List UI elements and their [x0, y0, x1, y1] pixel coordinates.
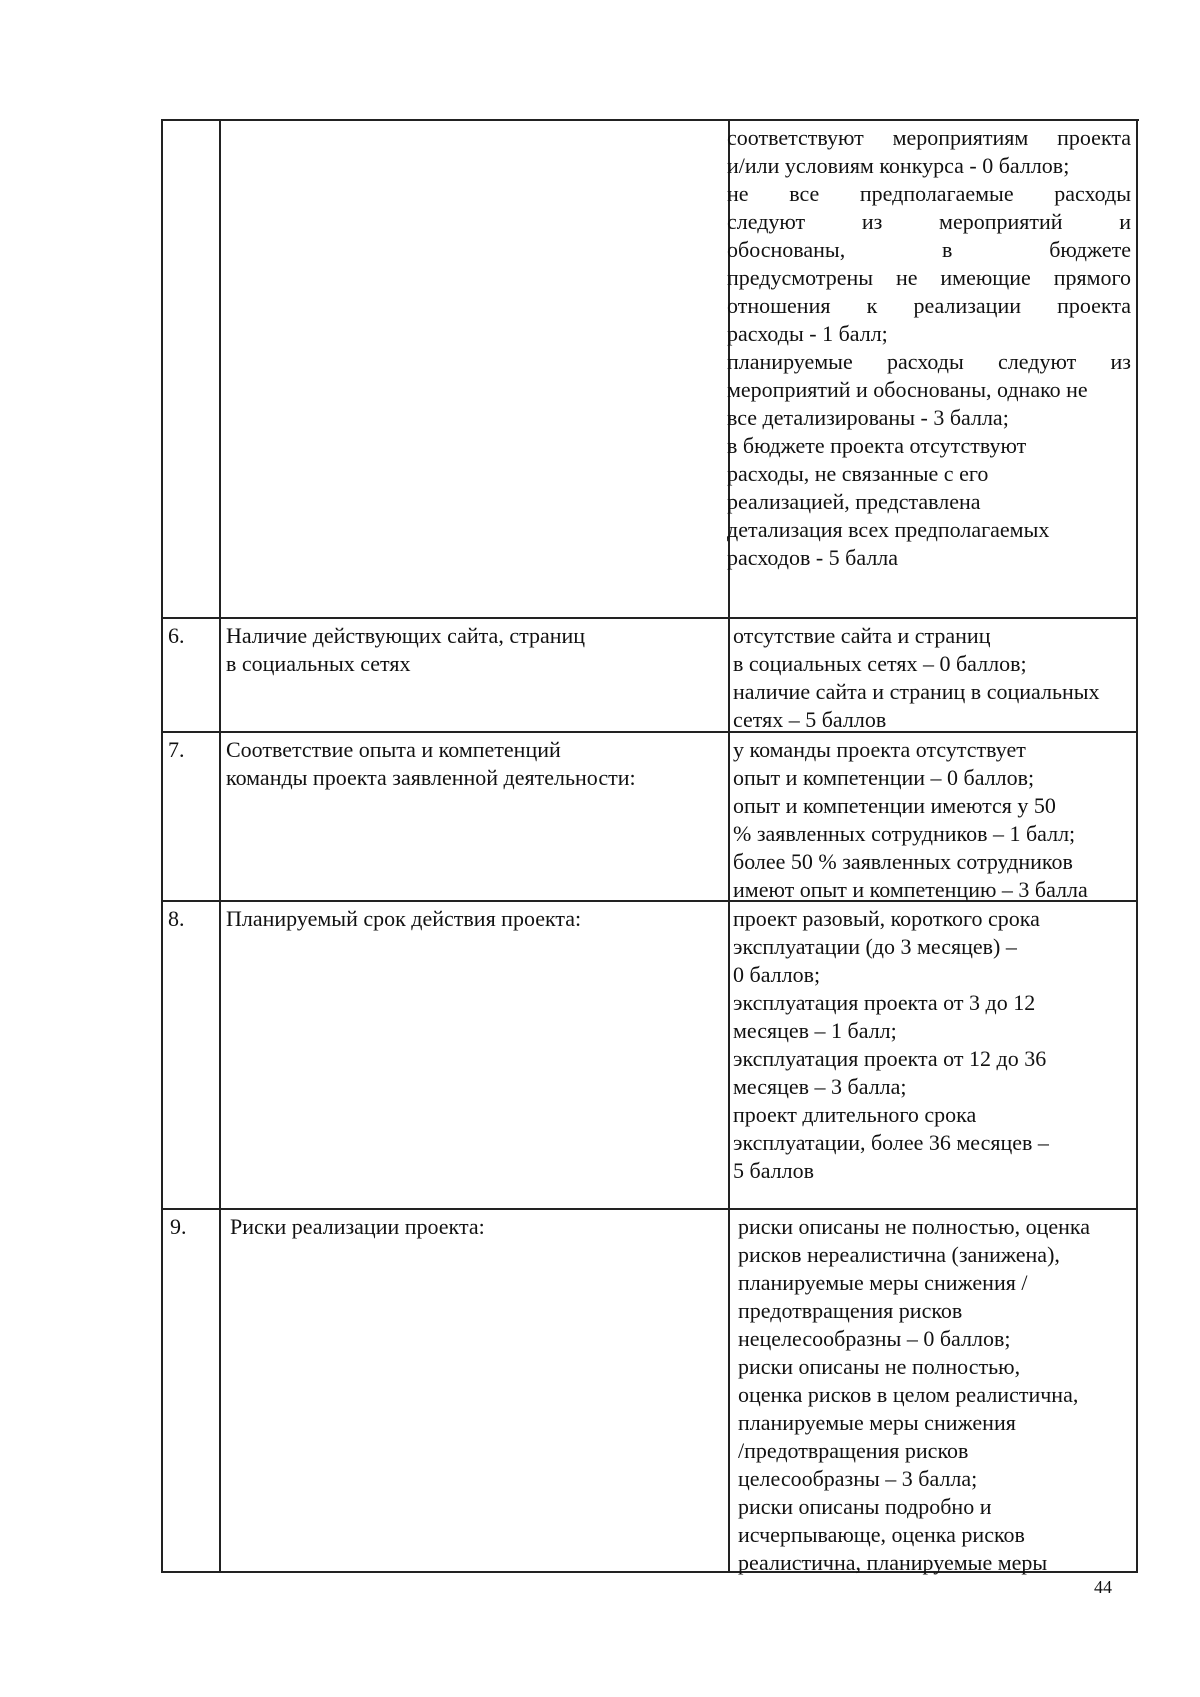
criteria-line: опыт и компетенции имеются у 50 [733, 793, 1056, 818]
row-criterion-scores [738, 1213, 1090, 1577]
criteria-line: планируемые меры снижения [738, 1410, 1016, 1435]
row-criterion-name [226, 622, 585, 678]
criteria-line: опыт и компетенции – 0 баллов; [733, 765, 1035, 790]
name-line: Наличие действующих сайта, страниц [226, 623, 586, 648]
row-criterion-scores [733, 736, 1088, 904]
criteria-line: следуют из мероприятий и [727, 209, 1131, 234]
table-border-top [161, 119, 1139, 121]
criteria-line: % заявленных сотрудников – 1 балл; [733, 821, 1076, 846]
row-number: 6. [168, 623, 185, 648]
table-divider-num [219, 119, 221, 1572]
criteria-line: эксплуатации (до 3 месяцев) – [733, 934, 1017, 959]
criteria-line: расходы, не связанные с его [727, 461, 989, 486]
row-criterion-name [226, 736, 636, 792]
criteria-line: имеют опыт и компетенцию – 3 балла [733, 877, 1088, 902]
criteria-line: обоснованы, в бюджете [727, 237, 1131, 262]
criteria-line: месяцев – 3 балла; [733, 1074, 907, 1099]
criteria-line: оценка рисков в целом реалистична, [738, 1382, 1079, 1407]
criteria-line: все детализированы - 3 балла; [727, 405, 1009, 430]
criteria-line: соответствуют мероприятиям проекта [727, 125, 1131, 150]
criteria-line: мероприятий и обоснованы, однако не [727, 377, 1088, 402]
criteria-line: рисков нереалистична (занижена), [738, 1242, 1060, 1267]
criteria-line: предусмотрены не имеющие прямого [727, 265, 1131, 290]
row-number: 7. [168, 737, 185, 762]
criteria-line: расходов - 5 балла [727, 545, 899, 570]
name-line: в социальных сетях [226, 651, 411, 676]
criteria-line: более 50 % заявленных сотрудников [733, 849, 1073, 874]
criteria-line: /предотвращения рисков [738, 1438, 969, 1463]
criteria-line: в социальных сетях – 0 баллов; [733, 651, 1027, 676]
criteria-line: эксплуатация проекта от 3 до 12 [733, 990, 1036, 1015]
criteria-line: проект разовый, короткого срока [733, 906, 1040, 931]
table-border-left [161, 119, 163, 1572]
criteria-line: отсутствие сайта и страниц [733, 623, 991, 648]
criteria-line: отношения к реализации проекта [727, 293, 1131, 318]
criteria-line: детализация всех предполагаемых [727, 517, 1050, 542]
continuation-criteria [727, 124, 1131, 572]
row-criterion-scores [733, 905, 1049, 1185]
name-line: Соответствие опыта и компетенций [226, 737, 561, 762]
criteria-line: риски описаны не полностью, оценка [738, 1214, 1090, 1239]
criteria-line: 0 баллов; [733, 962, 821, 987]
criteria-line: реализацией, представлена [727, 489, 981, 514]
row-number: 8. [168, 906, 185, 931]
name-line: команды проекта заявленной деятельности: [226, 765, 636, 790]
criteria-line: у команды проекта отсутствует [733, 737, 1026, 762]
criteria-line: сетях – 5 баллов [733, 707, 887, 732]
criteria-line: планируемые меры снижения / [738, 1270, 1028, 1295]
row-criterion-scores [733, 622, 1100, 734]
criteria-line: планируемые расходы следуют из [727, 349, 1131, 374]
criteria-line: предотвращения рисков [738, 1298, 963, 1323]
criteria-line: нецелесообразны – 0 баллов; [738, 1326, 1011, 1351]
row-separator-6 [161, 617, 1138, 619]
criteria-line: расходы - 1 балл; [727, 321, 888, 346]
name-line: Риски реализации проекта: [230, 1214, 485, 1239]
row-separator-9 [161, 1208, 1138, 1210]
criteria-line: и/или условиям конкурса - 0 баллов; [727, 153, 1070, 178]
criteria-line: эксплуатации, более 36 месяцев – [733, 1130, 1049, 1155]
row-criterion-name [226, 905, 581, 933]
criteria-line: 5 баллов [733, 1158, 814, 1183]
row-number: 9. [170, 1214, 187, 1239]
criteria-line: не все предполагаемые расходы [727, 181, 1131, 206]
criteria-line: проект длительного срока [733, 1102, 977, 1127]
criteria-line: наличие сайта и страниц в социальных [733, 679, 1100, 704]
criteria-line: в бюджете проекта отсутствуют [727, 433, 1027, 458]
criteria-line: эксплуатация проекта от 12 до 36 [733, 1046, 1047, 1071]
criteria-line: риски описаны подробно и [738, 1494, 992, 1519]
criteria-line: риски описаны не полностью, [738, 1354, 1021, 1379]
criteria-line: целесообразны – 3 балла; [738, 1466, 978, 1491]
criteria-line: реалистична, планируемые меры [738, 1550, 1048, 1575]
criteria-line: месяцев – 1 балл; [733, 1018, 897, 1043]
page-number: 44 [1094, 1577, 1112, 1597]
criteria-line: исчерпывающе, оценка рисков [738, 1522, 1025, 1547]
table-border-right [1136, 119, 1138, 1572]
name-line: Планируемый срок действия проекта: [226, 906, 582, 931]
row-criterion-name [230, 1213, 485, 1241]
